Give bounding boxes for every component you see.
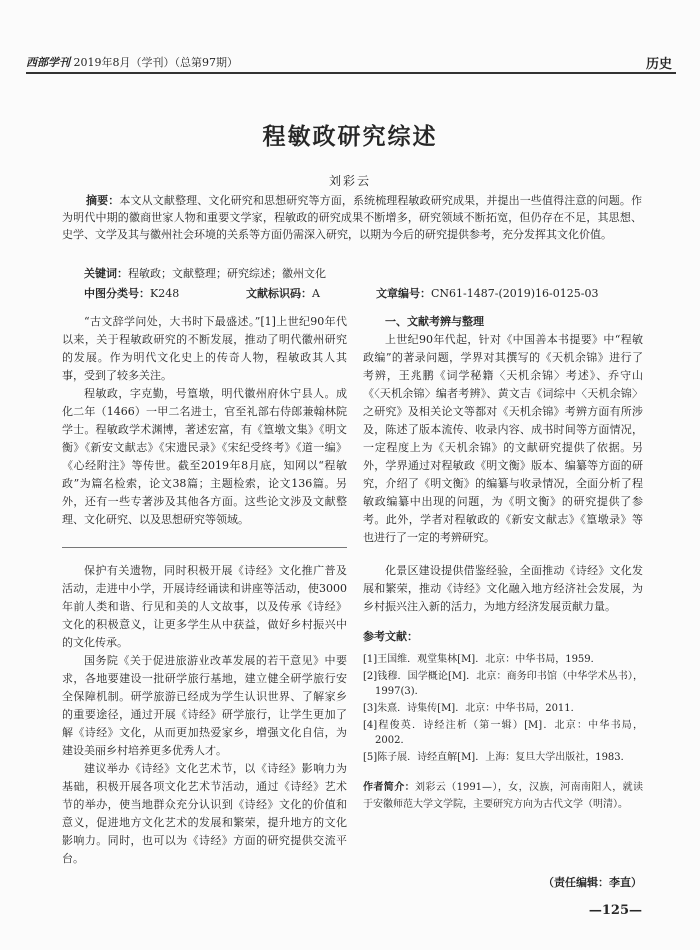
section-label: 历史 (645, 57, 672, 72)
paragraph: 化景区建设提供借鉴经验，全面推动《诗经》文化发展和繁荣，推动《诗经》文化融入地方经济社会发展，为乡村振兴注入新的活力，为地方经济发展贡献力量。 (363, 564, 643, 613)
journal-info (26, 54, 238, 70)
reference-item: [1]王国维．观堂集林[M]．北京：中华书局，1959． (363, 654, 601, 665)
author-bio (363, 779, 643, 813)
reference-item: [5]陈子展．诗经直解[M]．上海：复旦大学出版社，1983． (363, 752, 631, 763)
journal-name: 西部学刊 (26, 56, 70, 69)
upper-left-column (62, 313, 347, 529)
keywords-label: 关键词： (84, 267, 128, 280)
doc-code-label: 文献标识码： (246, 287, 312, 300)
abstract (62, 192, 642, 243)
article-no-field (376, 285, 598, 301)
abstract-label: 摘要： (86, 194, 120, 207)
reference-item: [3]朱熹．诗集传[M]．北京：中华书局，2011． (363, 703, 581, 714)
issue-info: 2019年8月（学刊）（总第97期） (73, 56, 238, 69)
clc-field (84, 285, 179, 301)
responsible-editor: （责任编辑：李直） (543, 876, 642, 889)
classification-line (84, 285, 644, 301)
clc-value: K248 (150, 287, 180, 300)
clc-label: 中图分类号： (84, 287, 150, 300)
author-bio-label: 作者简介： (363, 782, 415, 793)
paragraph: “古文辞学问处，大书时下最盛述。”[1]上世纪90年代以来，关于程敏政研究的不断发展，推动了明代徽州研究的发展。作为明代文化史上的传奇人物，程敏政其人其事，受到了较多关注。 (62, 315, 347, 382)
paragraph: 程敏政，字克勤，号篁墩，明代徽州府休宁县人。成化二年（1466）一甲二名进士，官至礼部右侍郎兼翰林院学士。程敏政学术渊博，著述宏富，有《篁墩文集》《明文衡》《新安文献志》《宋遗民录》《宋纪受终考》《道一编》《心经附注》等传世。截至2019年8月底，知网以“程敏政”为篇名检索，论文38篇；主题检索，论文136篇。另外，还有一些专著涉及其他各方面。这些论文涉及文献整理、文化研究、以及思想研究等领域。 (62, 387, 347, 526)
abstract-text: 本文从文献整理、文化研究和思想研究等方面，系统梳理程敏政研究成果，并提出一些值得注意的问题。作为明代中期的徽商世家人物和重要文学家，程敏政的研究成果不断增多，研究领域不断拓宽，但仍存在不足，其思想、史学、文学及其与徽州社会环境的关系等方面仍需深入研究，以期为今后的研究提供参考，充分发挥其文化价值。 (62, 194, 643, 241)
doc-code-value: A (312, 287, 320, 300)
article-no-label: 文章编号： (376, 287, 431, 300)
reference-item: [4]程俊英．诗经注析（第一辑）[M]．北京：中华书局，2002． (363, 720, 643, 746)
running-header (26, 50, 676, 74)
article-title: 程敏政研究综述 (262, 123, 438, 150)
keywords-text: 程敏政；文献整理；研究综述；徽州文化 (128, 267, 326, 280)
upper-right-column (363, 313, 643, 547)
column-divider-rule (62, 547, 347, 548)
lower-left-column (62, 562, 347, 868)
header-rule (26, 72, 676, 74)
references-heading: 参考文献： (363, 630, 418, 643)
reference-item: [2]钱穆．国学概论[M]．北京：商务印书馆（中华学术丛书），1997(3)． (363, 671, 643, 697)
article-no-value: CN61-1487-(2019)16-0125-03 (431, 287, 599, 300)
paragraph: 上世纪90年代起，针对《中国善本书提要》中“程敏政编”的著录问题，学界对其撰写的《天机余锦》进行了考辨，王兆鹏《词学秘籍〈天机余锦〉考述》、乔守山《〈天机余锦〉编者考辨》、黄文吉《词综中〈天机余锦〉之研究》及相关论文等都对《天机余锦》考辨方面有所涉及，陈述了版本流传、收录内容、成书时间等方面情况，一定程度上为《天机余锦》的文献研究提供了依据。另外，学界通过对程敏政《明文衡》版本、编纂等方面的研究，介绍了《明文衡》的编纂与收录情况，全面分析了程敏政编纂中出现的问题，为《明文衡》的研究提供了参考。此外，学者对程敏政的《新安文献志》《篁墩录》等也进行了一定的考辨研究。 (363, 333, 643, 544)
author-name: 刘彩云 (328, 174, 371, 188)
page-number: —125— (588, 903, 642, 918)
paragraph: 保护有关遗物，同时积极开展《诗经》文化推广普及活动，走进中小学，开展诗经诵读和讲座等活动，使3000年前人类和谐、行见和美的人文故事，以及传承《诗经》文化的积极意义，让更多学生从中获益，做好乡村振兴中的文化传承。 (62, 564, 347, 649)
section-heading: 一、文献考辨与整理 (385, 315, 484, 328)
paragraph: 国务院《关于促进旅游业改革发展的若干意见》中要求，各地要建设一批研学旅行基地，建立健全研学旅行安全保障机制。研学旅游已经成为学生认识世界、了解家乡的重要途径，通过开展《诗经》研学旅行，让学生更加了解《诗经》文化，从而更加热爱家乡，增强文化自信，为建设美丽乡村培养更多优秀人才。 (62, 654, 347, 757)
lower-right-column (363, 562, 643, 813)
paragraph: 建议举办《诗经》文化艺术节，以《诗经》影响力为基础，积极开展各项文化艺术节活动，通过《诗经》艺术节的举办，使当地群众充分认识到《诗经》文化的价值和意义，促进地方文化艺术的发展和繁荣，提升地方的文化影响力。同时，也可以为《诗经》方面的研究提供交流平台。 (62, 762, 347, 865)
doc-code-field (246, 285, 320, 301)
keywords (84, 265, 326, 281)
author-bio-text: 刘彩云（1991—），女，汉族，河南南阳人，就读于安徽师范大学文学院，主要研究方向为古代文学（明清）。 (363, 782, 644, 810)
